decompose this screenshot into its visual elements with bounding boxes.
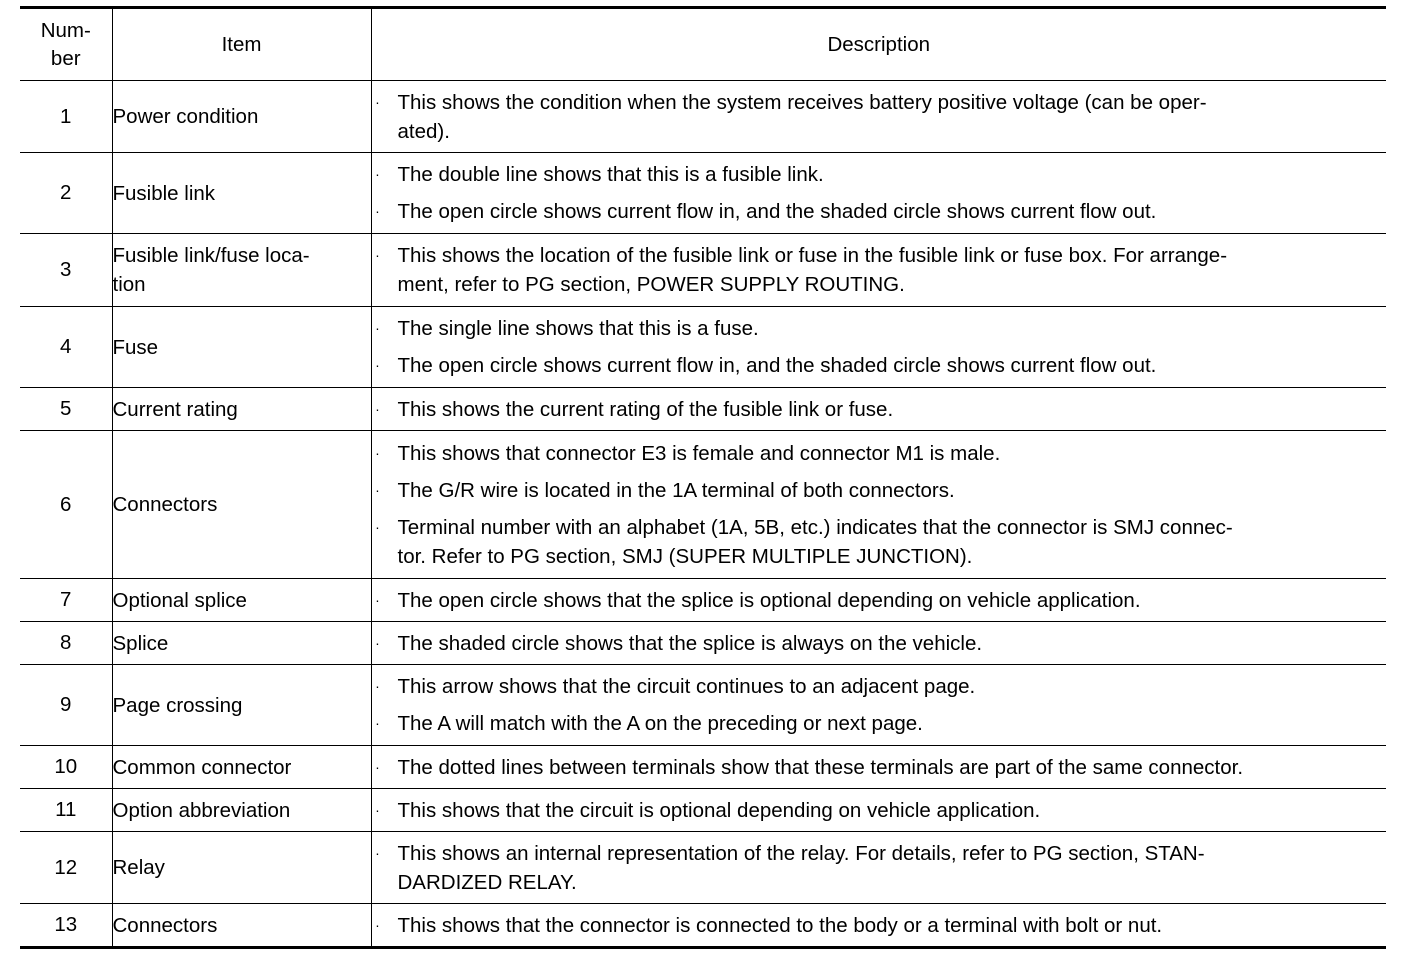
- description-text: This shows the location of the fusible link or fuse in the fusible link or fuse box. For arrange- ment, refer to PG section, POWER SUPPLY ROUTING.: [397, 244, 1228, 296]
- description-item: [372, 753, 1387, 782]
- bullet-icon: ·: [375, 203, 380, 219]
- table-row: [20, 904, 1386, 948]
- row-number: 12: [20, 832, 112, 904]
- bullet-icon: ·: [375, 844, 380, 861]
- row-number: 2: [20, 153, 112, 234]
- description-list: [372, 241, 1387, 299]
- description-list: [372, 629, 1387, 658]
- description-list: [372, 439, 1387, 571]
- row-number: 13: [20, 904, 112, 948]
- row-item: Common connector: [112, 746, 371, 789]
- row-number: 6: [20, 431, 112, 579]
- table-row: [20, 81, 1386, 153]
- bullet-icon: ·: [375, 678, 380, 694]
- description-item: [372, 839, 1387, 897]
- table-row: [20, 832, 1386, 904]
- description-item: [372, 241, 1387, 299]
- table-row: [20, 789, 1386, 832]
- row-number: 3: [20, 234, 112, 307]
- description-list: [372, 314, 1387, 380]
- description-text: The double line shows that this is a fusible link.: [397, 163, 824, 186]
- legend-table: [20, 6, 1386, 949]
- row-description: [371, 388, 1386, 431]
- row-description: [371, 579, 1386, 622]
- row-description: [371, 307, 1386, 388]
- description-list: [372, 839, 1387, 897]
- description-text: This shows that the circuit is optional depending on vehicle application.: [397, 798, 1041, 822]
- row-number: 7: [20, 579, 112, 622]
- description-item: [372, 709, 1387, 738]
- description-item: [372, 796, 1387, 825]
- table-row: [20, 665, 1386, 746]
- description-text: The G/R wire is located in the 1A terminal of both connectors.: [397, 478, 955, 502]
- row-item: Relay: [112, 832, 371, 904]
- description-text: The shaded circle shows that the splice is always on the vehicle.: [397, 631, 983, 655]
- description-text: This shows an internal representation of the relay. For details, refer to PG section, STAN- DARDIZED RELAY.: [397, 841, 1205, 894]
- bullet-icon: ·: [375, 591, 380, 608]
- table-row: [20, 153, 1386, 234]
- row-item: Power condition: [112, 81, 371, 153]
- row-description: [371, 789, 1386, 832]
- description-item: [372, 439, 1387, 468]
- description-list: [372, 88, 1387, 146]
- description-item: [372, 351, 1387, 380]
- bullet-icon: ·: [375, 801, 380, 818]
- table-row: [20, 579, 1386, 622]
- row-description: [371, 832, 1386, 904]
- legend-table-body: [20, 81, 1386, 948]
- description-list: [372, 911, 1387, 940]
- description-item: [372, 629, 1387, 658]
- table-row: [20, 622, 1386, 665]
- bullet-icon: ·: [375, 758, 380, 775]
- description-text: This shows the current rating of the fusible link or fuse.: [397, 397, 894, 421]
- description-item: [372, 197, 1387, 226]
- description-text: The single line shows that this is a fuse.: [397, 317, 759, 340]
- description-item: [372, 586, 1387, 615]
- description-item: [372, 513, 1387, 571]
- row-description: [371, 665, 1386, 746]
- bullet-icon: ·: [375, 481, 380, 498]
- row-number: 10: [20, 746, 112, 789]
- description-text: This shows that connector E3 is female and connector M1 is male.: [397, 441, 1001, 465]
- row-item: Option abbreviation: [112, 789, 371, 832]
- description-list: [372, 586, 1387, 615]
- row-number: 4: [20, 307, 112, 388]
- row-item: Optional splice: [112, 579, 371, 622]
- row-description: [371, 904, 1386, 948]
- table-row: [20, 234, 1386, 307]
- row-number: 8: [20, 622, 112, 665]
- bullet-icon: ·: [375, 916, 380, 933]
- row-description: [371, 622, 1386, 665]
- description-item: [372, 88, 1387, 146]
- description-item: [372, 395, 1387, 424]
- legend-table-header: [20, 8, 1386, 81]
- bullet-icon: ·: [375, 518, 380, 535]
- bullet-icon: ·: [375, 166, 380, 182]
- bullet-icon: ·: [375, 357, 380, 373]
- description-list: [372, 796, 1387, 825]
- wiring-diagram-legend-page: [20, 6, 1386, 949]
- description-text: The open circle shows current flow in, and the shaded circle shows current flow out.: [397, 354, 1157, 377]
- header-item: Item: [112, 8, 371, 81]
- description-list: [372, 672, 1387, 738]
- description-item: [372, 314, 1387, 343]
- row-item: Connectors: [112, 431, 371, 579]
- row-number: 9: [20, 665, 112, 746]
- row-description: [371, 81, 1386, 153]
- description-list: [372, 753, 1387, 782]
- description-item: [372, 476, 1387, 505]
- bullet-icon: ·: [375, 93, 380, 110]
- description-text: The dotted lines between terminals show that these terminals are part of the same connector.: [397, 755, 1244, 779]
- row-item: Fusible link: [112, 153, 371, 234]
- description-text: This shows the condition when the system receives battery positive voltage (can be oper- ated).: [397, 90, 1207, 143]
- description-item: [372, 160, 1387, 189]
- bullet-icon: ·: [375, 400, 380, 417]
- description-text: The A will match with the A on the preceding or next page.: [397, 712, 923, 735]
- bullet-icon: ·: [375, 247, 380, 263]
- description-list: [372, 395, 1387, 424]
- table-row: [20, 388, 1386, 431]
- row-number: 1: [20, 81, 112, 153]
- description-text: The open circle shows current flow in, and the shaded circle shows current flow out.: [397, 200, 1157, 223]
- bullet-icon: ·: [375, 320, 380, 336]
- bullet-icon: ·: [375, 715, 380, 731]
- row-item: Fusible link/fuse loca- tion: [112, 234, 371, 307]
- row-item: Splice: [112, 622, 371, 665]
- description-text: The open circle shows that the splice is optional depending on vehicle application.: [397, 588, 1141, 612]
- header-row: [20, 8, 1386, 81]
- row-number: 11: [20, 789, 112, 832]
- row-description: [371, 431, 1386, 579]
- row-number: 5: [20, 388, 112, 431]
- description-item: [372, 911, 1387, 940]
- row-item: Fuse: [112, 307, 371, 388]
- table-row: [20, 746, 1386, 789]
- table-row: [20, 307, 1386, 388]
- header-description: Description: [371, 8, 1386, 81]
- description-item: [372, 672, 1387, 701]
- row-description: [371, 234, 1386, 307]
- bullet-icon: ·: [375, 444, 380, 461]
- table-row: [20, 431, 1386, 579]
- row-item: Connectors: [112, 904, 371, 948]
- description-text: Terminal number with an alphabet (1A, 5B, etc.) indicates that the connector is SMJ connec- tor. Refer to PG section, SMJ (SUPER MULTIPLE JUNCTION).: [397, 515, 1233, 568]
- row-description: [371, 746, 1386, 789]
- description-text: This arrow shows that the circuit continues to an adjacent page.: [397, 675, 976, 698]
- bullet-icon: ·: [375, 634, 380, 651]
- row-item: Current rating: [112, 388, 371, 431]
- description-list: [372, 160, 1387, 226]
- row-item: Page crossing: [112, 665, 371, 746]
- row-description: [371, 153, 1386, 234]
- description-text: This shows that the connector is connected to the body or a terminal with bolt or nut.: [397, 913, 1163, 937]
- header-number: Num- ber: [20, 8, 112, 81]
